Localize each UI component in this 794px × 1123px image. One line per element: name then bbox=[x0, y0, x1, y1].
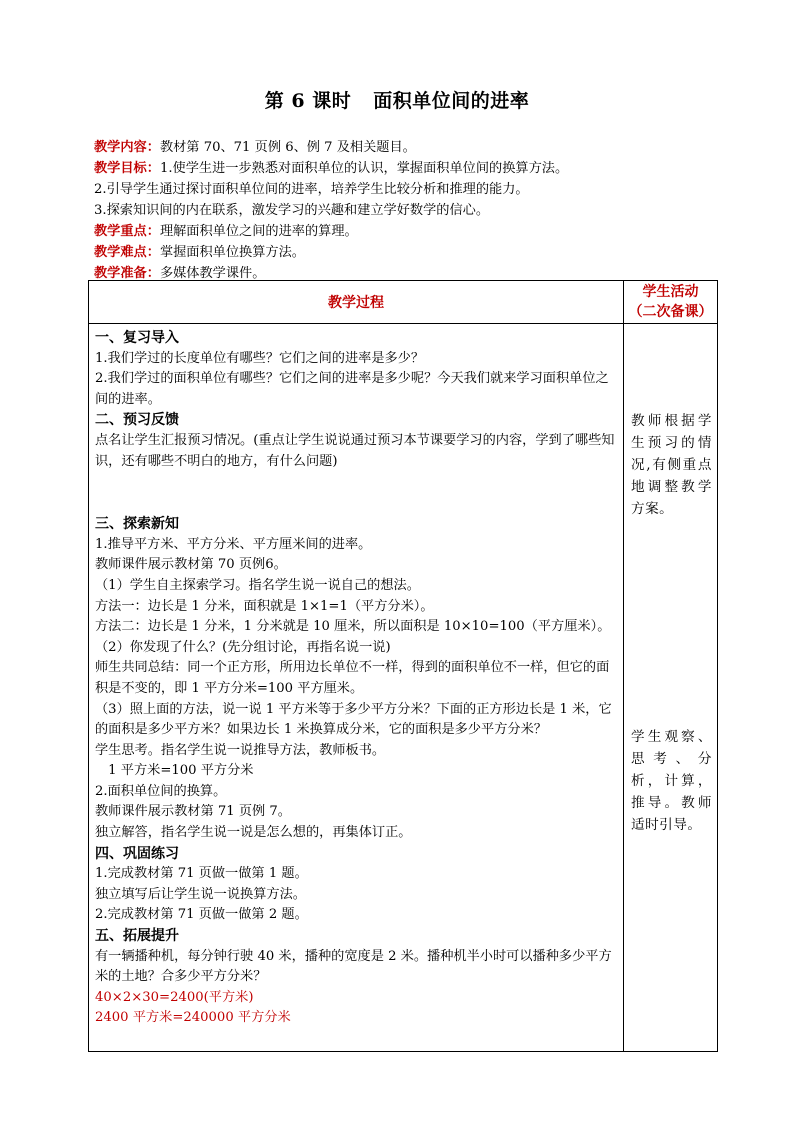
table-header-row bbox=[89, 281, 718, 324]
side-note-2: 学生观察、思考、分析，计算，推导。教师适时引导。 bbox=[631, 729, 712, 833]
process-line: 40×2×30=2400(平方米) bbox=[95, 989, 254, 1005]
process-line: 独立解答，指名学生说一说是怎么想的，再集体订正。 bbox=[95, 825, 412, 841]
process-line: 2.面积单位间的换算。 bbox=[95, 783, 227, 799]
process-line: 1 平方米=100 平方分米 bbox=[95, 763, 254, 779]
spacer bbox=[95, 472, 617, 514]
lesson-number: 第 6 课时 bbox=[264, 90, 352, 112]
process-line: （2）你发现了什么？(先分组讨论，再指名说一说) bbox=[95, 639, 391, 655]
process-line: 点名让学生汇报预习情况。(重点让学生说说通过预习本节课要学习的内容，学到了哪些知识，还有哪些不明白的地方，有什么问题) bbox=[95, 432, 615, 469]
header-teaching-process: 教学过程 bbox=[89, 281, 624, 324]
process-line: 教师课件展示教材第 71 页例 7。 bbox=[95, 804, 291, 820]
lesson-topic: 面积单位间的进率 bbox=[373, 90, 530, 112]
side-note-1: 教师根据学生预习的情况,有侧重点地调整教学方案。 bbox=[631, 413, 712, 517]
process-part-2 bbox=[95, 514, 617, 1029]
process-line: 1.推导平方米、平方分米、平方厘米间的进率。 bbox=[95, 536, 372, 552]
process-line: 有一辆播种机，每分钟行驶 40 米，播种的宽度是 2 米。播种机半小时可以播种多少平方米的土地？合多少平方分米？ bbox=[95, 948, 612, 985]
teaching-process-cell bbox=[89, 324, 624, 1052]
process-line: 教师课件展示教材第 70 页例6。 bbox=[95, 557, 287, 573]
table-body-row bbox=[89, 324, 718, 1052]
process-line: 2.我们学过的面积单位有哪些？它们之间的进率是多少呢？今天我们就来学习面积单位之间的进率。 bbox=[95, 371, 609, 407]
process-line: 1.完成教材第 71 页做一做第 1 题。 bbox=[95, 866, 308, 882]
process-line: （3）照上面的方法，说一说 1 平方米等于多少平方分米？下面的正方形边长是 1 米，它的面积是多少平方米？如果边长 1 米换算成分米，它的面积是多少平方分米？ bbox=[95, 701, 612, 738]
process-line: 方法一：边长是 1 分米，面积就是 1×1=1（平方分米）。 bbox=[95, 598, 434, 614]
process-line: （1）学生自主探索学习。指名学生说一说自己的想法。 bbox=[95, 577, 420, 593]
process-line: 1.我们学过的长度单位有哪些？它们之间的进率是多少？ bbox=[95, 350, 425, 366]
meta-goal-2: 2.引导学生通过探讨面积单位间的进率，培养学生比较分析和推理的能力。 bbox=[94, 182, 529, 197]
meta-content: 教学内容：教材第 70、71 页例 6、例 7 及相关题目。 bbox=[94, 140, 416, 155]
process-part-1 bbox=[95, 328, 617, 472]
meta-goal-1: 教学目标：1.使学生进一步熟悉对面积单位的认识，掌握面积单位间的换算方法。 bbox=[94, 161, 569, 176]
section-heading: 一、复习导入 bbox=[95, 330, 179, 346]
meta-preparation: 教学准备：多媒体教学课件。 bbox=[94, 266, 266, 281]
process-line: 方法二：边长是 1 分米，1 分米就是 10 厘米，所以面积是 10×10=100（平方厘米）。 bbox=[95, 619, 611, 635]
process-line: 独立填写后让学生说一说换算方法。 bbox=[95, 886, 306, 902]
section-heading: 五、拓展提升 bbox=[95, 928, 179, 945]
meta-key-point: 教学重点：理解面积单位之间的进率的算理。 bbox=[94, 224, 358, 239]
section-heading: 二、预习反馈 bbox=[95, 412, 179, 429]
lesson-meta bbox=[94, 137, 734, 284]
header-student-activity: 学生活动 （二次备课） bbox=[624, 281, 718, 324]
student-activity-cell bbox=[624, 324, 718, 1052]
meta-goal-3: 3.探索知识间的内在联系，激发学习的兴趣和建立学好数学的信心。 bbox=[94, 203, 490, 218]
lesson-table bbox=[88, 280, 718, 1052]
meta-difficulty: 教学难点：掌握面积单位换算方法。 bbox=[94, 245, 305, 260]
process-line: 师生共同总结：同一个正方形，所用边长单位不一样，得到的面积单位不一样，但它的面积是不变的，即 1 平方分米=100 平方厘米。 bbox=[95, 660, 610, 696]
process-line: 2.完成教材第 71 页做一做第 2 题。 bbox=[95, 907, 308, 923]
process-line: 学生思考。指名学生说一说推导方法，教师板书。 bbox=[95, 742, 386, 758]
process-line: 2400 平方米=240000 平方分米 bbox=[95, 1010, 291, 1026]
section-heading: 四、巩固练习 bbox=[95, 845, 179, 862]
spacer bbox=[631, 520, 712, 726]
spacer bbox=[631, 330, 712, 410]
page-title bbox=[0, 86, 794, 113]
section-heading: 三、探索新知 bbox=[95, 516, 179, 533]
